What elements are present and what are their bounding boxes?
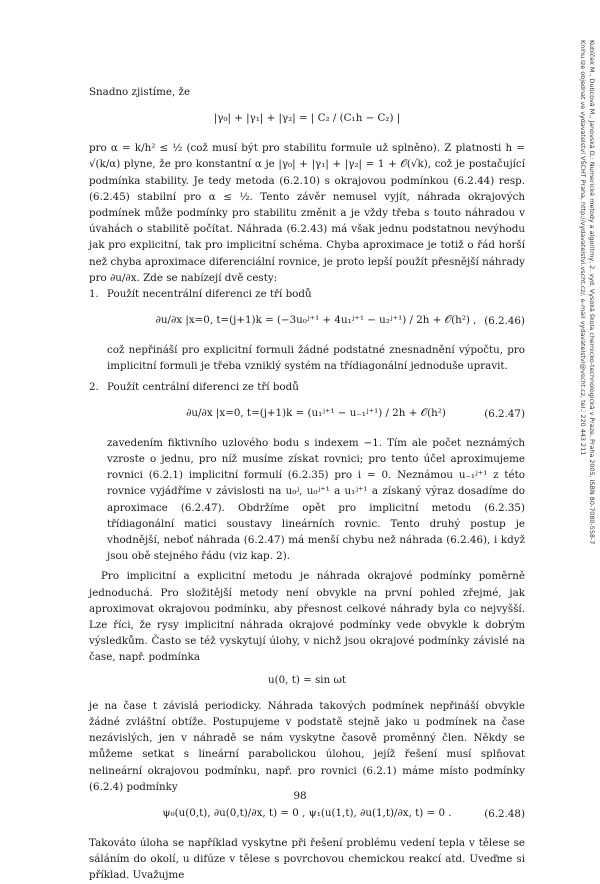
margin-note-line-1: Kubíček M., Dubcová M., Janovská D.: Numerické metody a algoritmy, 2. vyd. Vysoká škola chemicko-technologická v Praze, Praha 2005, ISBN 80-7080-558-7 — [588, 40, 596, 545]
paragraph-stability: pro α = k/h² ≤ ½ (což musí být pro stabilitu formule už splněno). Z platnosti h = √(k/α) plyne, že pro konstantní α je |γ₀| + |γ₁| + |γ₂| = 1 + 𝒪(√k), což je postačující podmínka stability. Je tedy metoda (6.2.10) s okrajovou podmínkou (6.2.44) resp. (6.2.45) stabilní pro α ≤ ½. Tento závěr nemusel vyjít, náhrada okrajových podmínek může podmínky pro stabilitu změnit a je vždy třeba s touto náhradou v úvahách o stabilitě počítat. Náhrada (6.2.43) má však jednu podstatnou nevýhodu jak pro explicitní, tak pro implicitní schéma. Chyba aproximace je totiž o řád horší než chyba aproximace diferenciální rovnice, je proto lepší použít přesnější náhrady pro ∂u/∂x. Zde se nabízejí dvě cesty: — [89, 142, 525, 284]
paragraph-intro: Snadno zjistíme, že — [89, 86, 191, 98]
equation-number-6-2-48: (6.2.48) — [484, 807, 525, 820]
list-item-2-number: 2. — [89, 380, 99, 393]
equation-gamma-sum: |γ₀| + |γ₁| + |γ₂| = | C₂ / (C₁h − C₂) | — [213, 112, 401, 125]
copyright-margin-note — [566, 40, 596, 680]
equation-6-2-46: ∂u/∂x |x=0, t=(j+1)k = (−3u₀ʲ⁺¹ + 4u₁ʲ⁺¹ − u₂ʲ⁺¹) / 2h + 𝒪(h²) , (6.2.46) — [107, 304, 525, 338]
list-item-2-text: zavedením fiktivního uzlového bodu s indexem −1. Tím ale počet neznámých vzroste o jednu, pro níž musíme získat rovnici; pro tento účel aproximujeme rovnici (6.2.1) implicitní formulí (6.2.35) pro i = 0. Neznámou u₋₁ʲ⁺¹ z této rovnice vyjádříme v závislosti na u₀ʲ, u₀ʲ⁺¹ a u₁ʲ⁺¹ a získaný výraz dosadíme do aproximace (6.2.47). Obdržíme opět pro implicitní metodu (6.2.35) třídiagonální matici soustavy lineárních rovnic. Tento druhý postup je vhodnější, neboť náhrada (6.2.47) má menší chybu než náhrada (6.2.46), i když jsou obě stejného řádu (viz kap. 2). — [107, 436, 525, 563]
page-number: 98 — [293, 790, 307, 802]
list-item-1-title: Použít necentrální diferenci ze tří bodů — [107, 288, 312, 301]
equation-sin: u(0, t) = sin ωt — [267, 673, 347, 686]
equation-6-2-48: ψ₀(u(0,t), ∂u(0,t)/∂x, t) = 0 , ψ₁(u(1,t), ∂u(1,t)/∂x, t) = 0 . (6.2.48) — [89, 797, 525, 831]
page-body — [89, 84, 525, 884]
equation-6-2-47: ∂u/∂x |x=0, t=(j+1)k = (u₁ʲ⁺¹ − u₋₁ʲ⁺¹) / 2h + 𝒪(h²) (6.2.47) — [107, 397, 525, 431]
equation-number-6-2-47: (6.2.47) — [484, 407, 525, 420]
list-item-2-title: Použít centrální diferenci ze tří bodů — [107, 380, 299, 393]
list-item-1-number: 1. — [89, 288, 99, 301]
equation-number-6-2-46: (6.2.46) — [484, 315, 525, 328]
list-item-1 — [89, 286, 525, 375]
list-item-2 — [89, 379, 525, 565]
list-item-1-text: což nepřináší pro explicitní formuli žádné podstatné znesnadnění výpočtu, pro implicitní formuli je třeba vzniklý systém na třídiagonální jednoduše upravit. — [107, 344, 525, 373]
paragraph-periodic: je na čase t závislá periodicky. Náhrada takových podmínek nepřináší obvykle žádné zvláštní obtíže. Postupujeme v podstatě stejně jako u podmínek na čase nezávislých, jen v náhradě se nám vyskytne časově proměnný člen. Někdy se můžeme setkat s lineární parabolickou úlohou, jejíž řešení musí splňovat nelineární okrajovou podmínku, např. pro rovnici (6.2.1) máme místo podmínky (6.2.4) podmínky — [89, 699, 525, 793]
paragraph-example: Takováto úloha se například vyskytne při řešení problému vedení tepla v tělese se sáláním do okolí, u difúze v tělese s povrchovou chemickou reakcí atd. Uveďme si příklad. Uvažujme — [89, 836, 525, 882]
margin-note-line-2: Knihu lze objednat ve vydavatelství VŠCHT Praha, http://vydavatelstvi.vscht.cz/, e-mail vydavatelstvi@vscht.cz, tel.: 220 443 211 — [579, 40, 587, 456]
paragraph-boundary-conditions: Pro implicitní a explicitní metodu je náhrada okrajové podmínky poměrně jednoduchá. Pro složitější metody není obvykle na první pohled zřejmé, jak aproximovat okrajovou podmínku, aby přesnost celkové náhrady byla co nejvyšší. Lze říci, že rysy implicitní náhrada okrajové podmínky vede obvykle k dobrým výsledkům. Často se též vyskytují úlohy, v nichž jsou okrajové podmínky závislé na čase, např. podmínka — [89, 570, 525, 664]
